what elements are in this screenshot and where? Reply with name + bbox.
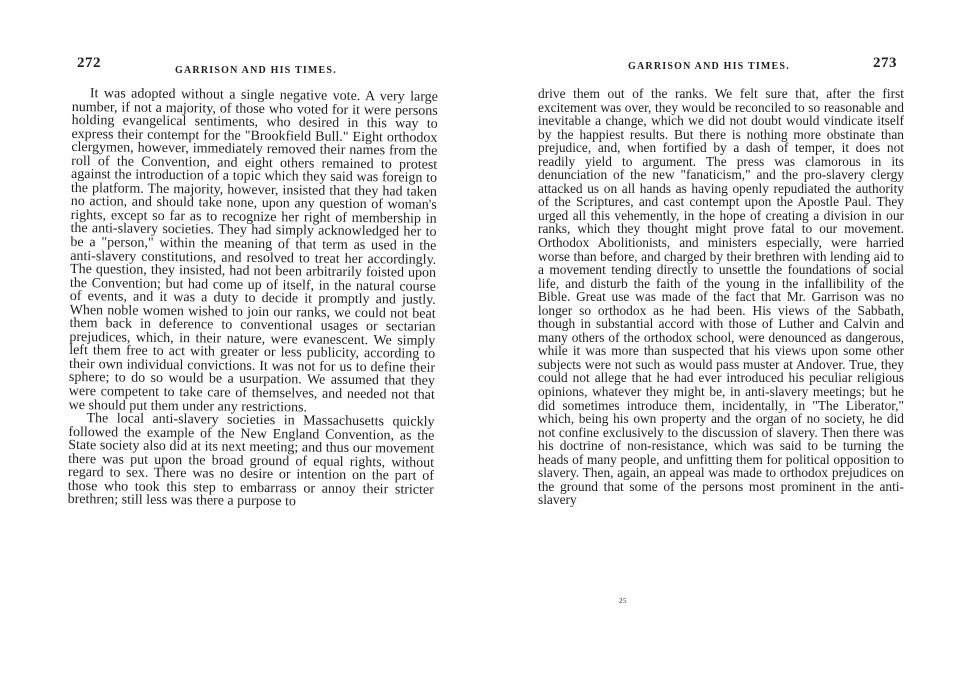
page-number: 273	[873, 55, 897, 71]
paragraph: It was adopted without a single negative vote. A very large number, if not a majority, of those who voted for it were persons holding evangelical sentiments, who desired in this way to express their contempt for the "Brookfield Bull." Eight orthodox clergymen, however, immediately removed their names from the roll of the Convention, and eight others remained to protest against the introduction of a topic which they said was foreign to the platform. The majority, however, insisted that they had taken no action, and should take none, upon any question of woman's rights, except so far as to recognize her right of membership in the anti-slavery societies. They had simply acknowledged her to be a "person," within the meaning of that term as used in the anti-slavery constitutions, and resolved to treat her accordingly. The question, they insisted, had not been arbitrarily foisted upon the Convention; but had come up of itself, in the natural course of events, and it was a duty to decide it promptly and justly. When noble women wished to join our ranks, we could not beat them back in deference to conventional usages or sectarian prejudices, which, in their nature, were evanescent. We simply left them free to act with greater or less publicity, according to their own individual convictions. It was not for us to define their sphere; to do so would be a usurpation. We assumed that they were competent to take care of themselves, and needed not that we should put them under any restrictions.	[68, 86, 438, 416]
page-body-text	[68, 87, 438, 511]
paragraph: drive them out of the ranks. We felt sure that, after the first excitement was over, they would be reconciled to so reasonable and inevitable a change, which we did not doubt would vindicate itself by the happiest results. But there is nothing more obstinate than prejudice, and, when fortified by a dash of temper, it does not readily yield to argument. The press was clamorous in its denunciation of the new "fanaticism," and the pro-slavery clergy attacked us on all hands as having openly repudiated the authority of the Scriptures, and cast contempt upon the Apostle Paul. They urged all this vehemently, in the hope of creating a division in our ranks, which they thought might prove fatal to our movement. Orthodox Abolitionists, and ministers especially, were harried worse than before, and charged by their brethren with lending aid to a movement tending directly to unsettle the foundations of social life, and disturb the faith of the young in the infallibility of the Bible. Great use was made of the fact that Mr. Garrison was no longer so orthodox as he had been. His views of the Sabbath, though in substantial accord with those of Luther and Calvin and many others of the orthodox school, were denounced as dangerous, while it was more than suspected that his views upon some other subjects were not such as would pass muster at Andover. True, they could not allege that he had ever introduced his peculiar religious opinions, whatever they might be, in anti-slavery meetings; but he did sometimes introduce them, incidentally, in "The Liberator," which, being his own property and the organ of no society, he did not confine exclusively to the discussion of slavery. Then there was his doctrine of non-resistance, which was said to be turning the heads of many people, and unfitting them for political opposition to slavery. Then, again, an appeal was made to orthodox prejudices on the ground that some of the persons most prominent in the anti-slavery	[538, 86, 904, 508]
signature-mark: 25	[619, 597, 627, 605]
running-head: GARRISON AND HIS TIMES.	[175, 65, 337, 76]
paragraph: The local anti-slavery societies in Massachusetts quickly followed the example of the New England Convention, as the State society also did at its next meeting; and thus our movement there was put upon the broad ground of equal rights, without regard to sex. There was no desire or intention on the part of those who took this step to embarrass or annoy their stricter brethren; still less was there a purpose to	[67, 411, 435, 510]
running-head: GARRISON AND HIS TIMES.	[628, 61, 790, 72]
page-body-text	[538, 87, 904, 507]
page-number: 272	[77, 55, 101, 71]
right-page	[490, 0, 980, 687]
